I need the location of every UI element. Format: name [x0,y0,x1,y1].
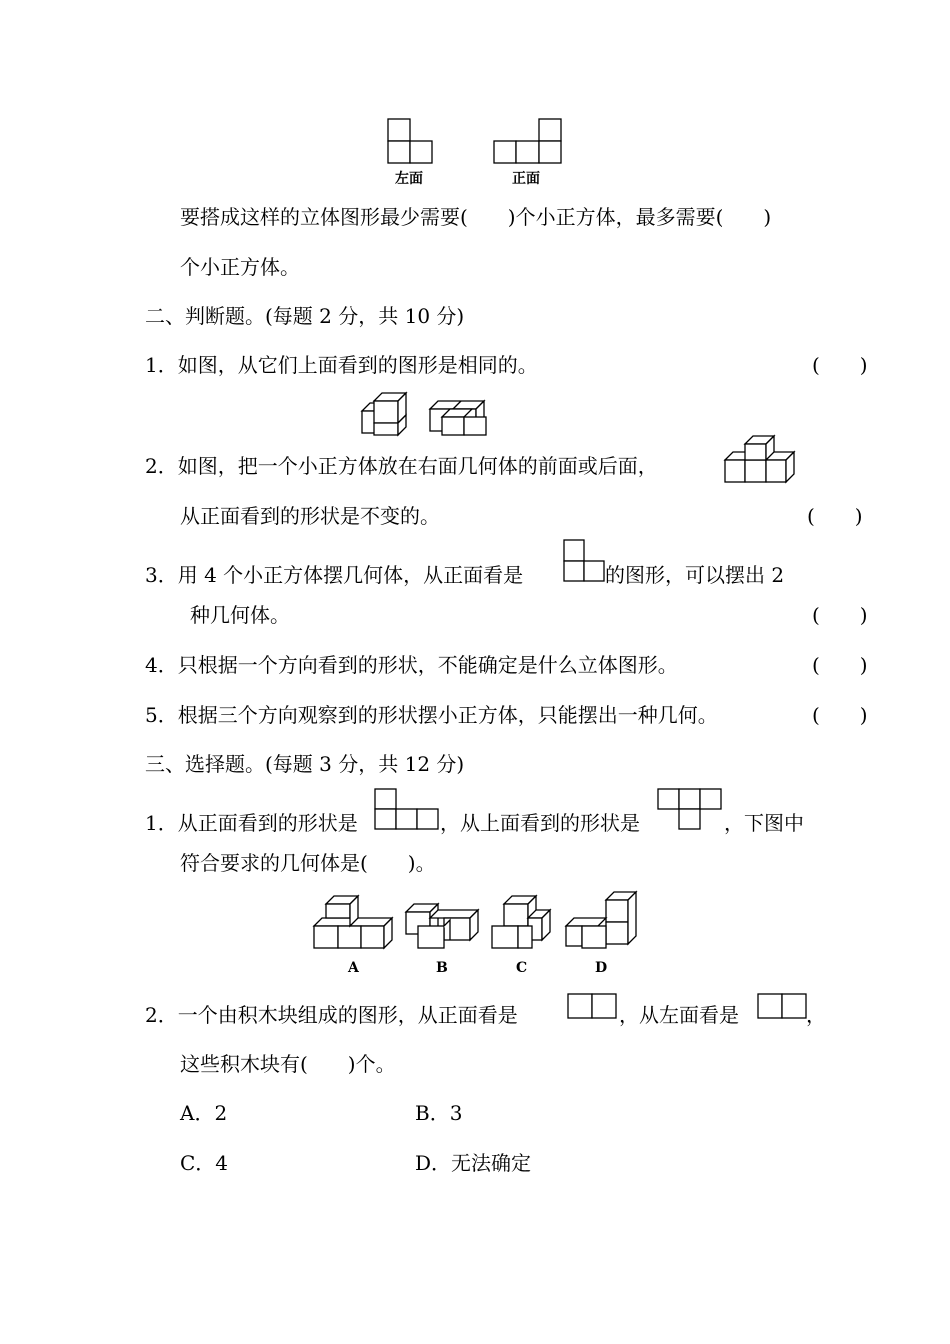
choice-option-d-label[interactable]: D [595,960,608,976]
judge3-front-view-figure [563,539,607,583]
judge-item-3-line2: 种几何体。 [190,603,290,627]
choice-option-a-label[interactable]: A [348,960,359,976]
choice-q2-part-c: ， [806,1003,826,1027]
judge1-cubes-figure [360,393,495,439]
judge-answer-1[interactable]: ( ) [812,353,868,377]
choice-q2-option-d[interactable]: D．无法确定 [415,1151,532,1175]
choice-q2-option-a[interactable]: A．2 [180,1101,228,1125]
choice-q2-option-b[interactable]: B．3 [415,1101,463,1125]
judge-item-4: 4．只根据一个方向看到的形状，不能确定是什么立体图形。 [145,653,678,677]
choice-q2-line2: 这些积木块有( )个。 [180,1052,396,1076]
choice-q2-part-b: ，从左面看是 [619,1003,739,1027]
judge-answer-3[interactable]: ( ) [812,603,868,627]
choice-option-d-figure [564,890,640,954]
q-top-line2: 个小正方体。 [180,255,300,279]
judge-answer-4[interactable]: ( ) [812,653,868,677]
judge-answer-5[interactable]: ( ) [812,703,868,727]
choice-option-c-label[interactable]: C [516,960,528,976]
judge2-cubes-figure [724,434,796,486]
front-view-label: 正面 [512,171,540,187]
choice-option-b-label[interactable]: B [436,960,448,976]
choice-q1-part-b: ，从上面看到的形状是 [440,811,640,835]
choice-q1-part-c: ，下图中 [724,811,804,835]
judge-answer-2[interactable]: ( ) [807,504,863,528]
judge-item-2-line2: 从正面看到的形状是不变的。 [180,504,440,528]
choice-q1-top-view-figure [657,788,723,832]
front-view-figure [493,118,565,164]
section3-heading: 三、选择题。(每题 3 分，共 12 分) [145,752,465,776]
choice-option-c-figure [490,894,552,954]
judge-item-2-line1: 2．如图，把一个小正方体放在右面几何体的前面或后面， [145,454,658,478]
left-view-label: 左面 [395,171,423,187]
left-view-figure [387,118,435,164]
choice-option-b-figure [404,894,480,954]
choice-option-a-figure [312,894,394,954]
judge-item-5: 5．根据三个方向观察到的形状摆小正方体，只能摆出一种几何。 [145,703,718,727]
choice-q2-option-c[interactable]: C．4 [180,1151,229,1175]
judge-item-3-line1a: 3．用 4 个小正方体摆几何体，从正面看是 [145,563,524,587]
judge-item-3-line1b: 的图形，可以摆出 2 [605,563,785,587]
judge-item-1: 1．如图，从它们上面看到的图形是相同的。 [145,353,538,377]
q-top-line1: 要搭成这样的立体图形最少需要( )个小正方体，最多需要( ) [180,205,772,229]
choice-q1-part-a: 1．从正面看到的形状是 [145,811,358,835]
choice-q1-line2: 符合要求的几何体是( )。 [180,851,436,875]
section2-heading: 二、判断题。(每题 2 分，共 10 分) [145,304,465,328]
choice-q2-part-a: 2．一个由积木块组成的图形，从正面看是 [145,1003,518,1027]
choice-q1-front-view-figure [374,788,440,832]
choice-q2-front-view-figure [567,993,619,1021]
choice-q2-left-view-figure [757,993,809,1021]
